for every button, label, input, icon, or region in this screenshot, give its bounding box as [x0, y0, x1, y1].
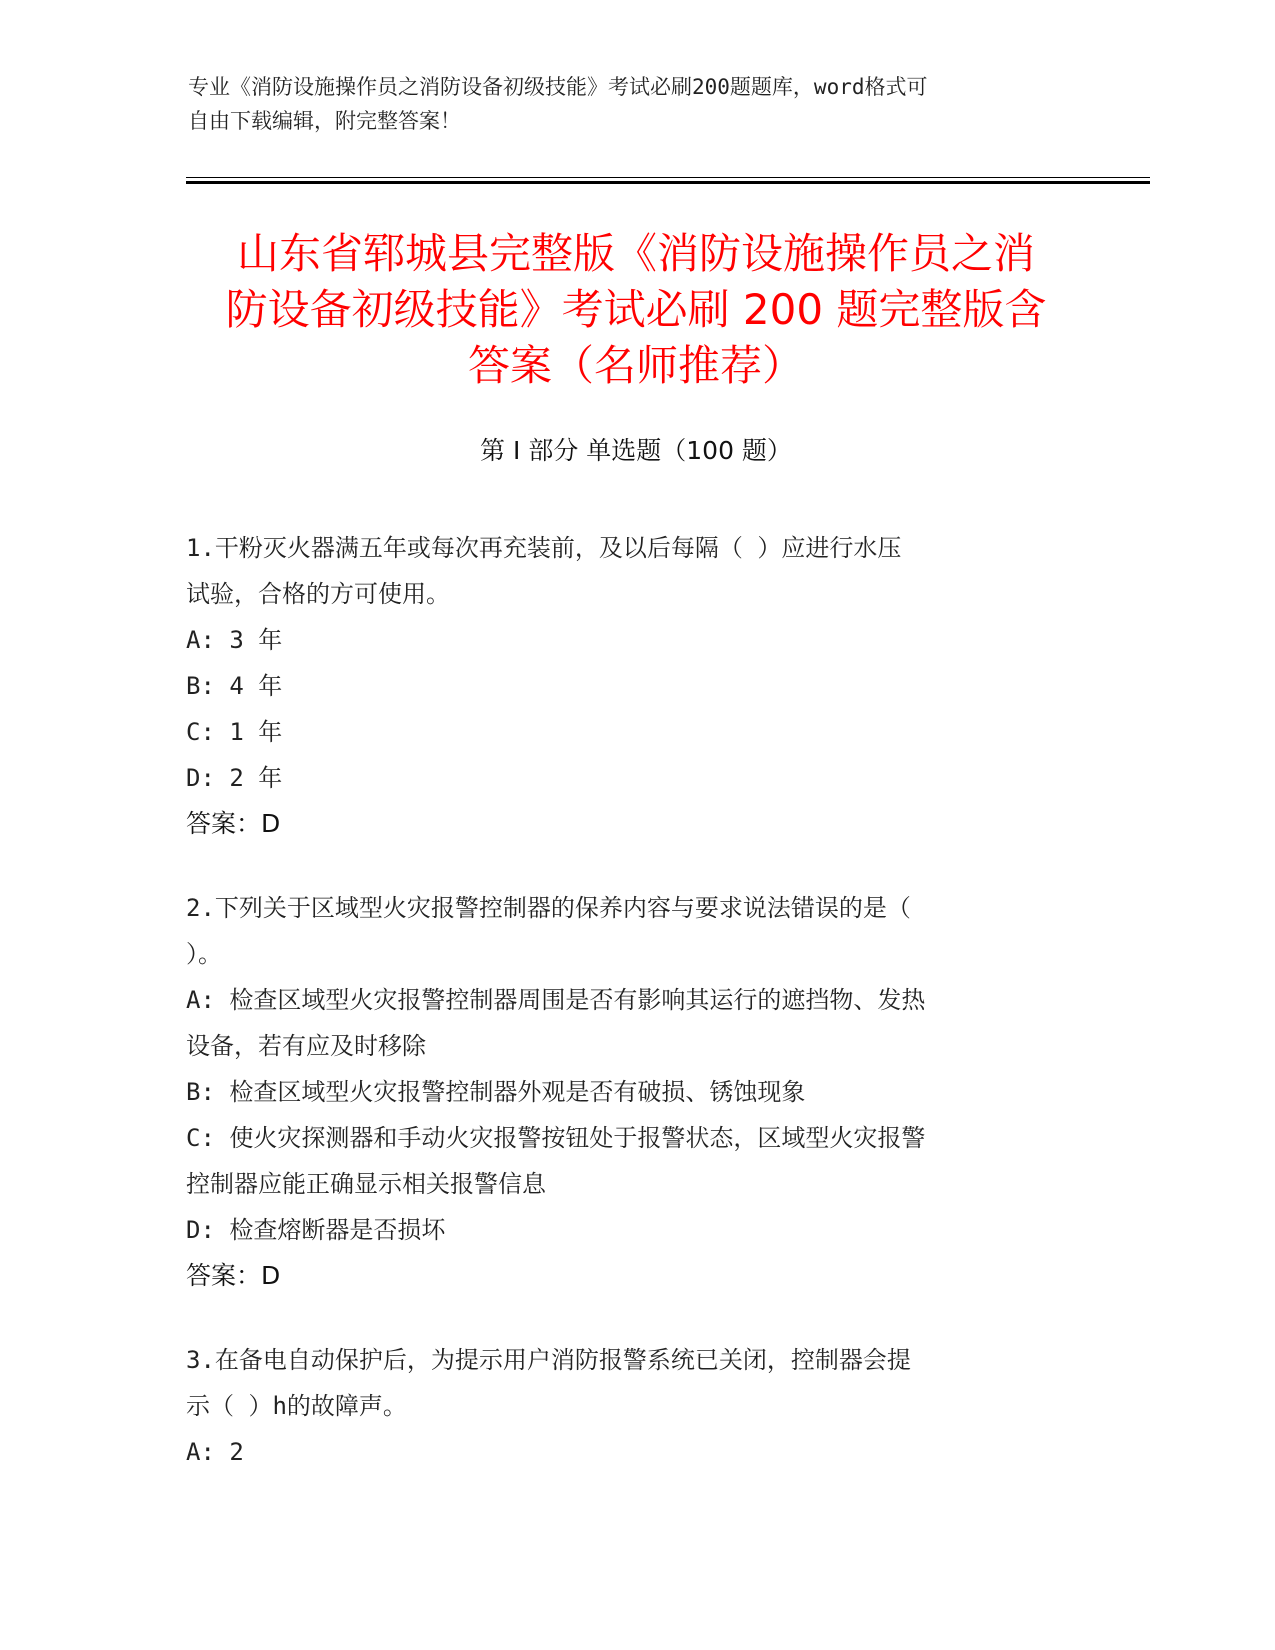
option-c: C: 使火灾探测器和手动火灾报警按钮处于报警状态，区域型火灾报警 — [186, 1124, 926, 1152]
option-a: A: 3 年 — [186, 626, 283, 654]
answer: 答案：D — [186, 809, 281, 838]
question-2 — [186, 885, 1086, 1299]
title-line-2: 防设备初级技能》考试必刷 200 题完整版含 — [225, 285, 1047, 334]
answer: 答案：D — [186, 1261, 281, 1290]
option-c: C: 1 年 — [186, 718, 283, 746]
header-note-line-2: 自由下载编辑，附完整答案！ — [188, 109, 461, 133]
question-stem: 2.下列关于区域型火灾报警控制器的保养内容与要求说法错误的是（ — [186, 894, 911, 922]
header-divider-thin — [186, 177, 1150, 178]
question-stem-continued: 示（ ）h的故障声。 — [186, 1392, 407, 1420]
document-title — [186, 226, 1086, 394]
header-note — [188, 70, 1088, 138]
option-d: D: 2 年 — [186, 764, 283, 792]
option-b: B: 4 年 — [186, 672, 283, 700]
title-line-1: 山东省郓城县完整版《消防设施操作员之消 — [236, 229, 1035, 278]
section-heading: 第 I 部分 单选题（100 题） — [480, 436, 792, 465]
question-list — [186, 525, 1086, 1513]
option-b: B: 检查区域型火灾报警控制器外观是否有破损、锈蚀现象 — [186, 1078, 806, 1106]
option-a: A: 2 — [186, 1438, 244, 1466]
title-line-3: 答案（名师推荐） — [467, 341, 804, 390]
question-stem-continued: 试验，合格的方可使用。 — [186, 580, 450, 608]
header-note-line-1: 专业《消防设施操作员之消防设备初级技能》考试必刷200题题库，word格式可 — [188, 75, 928, 99]
question-stem: 1.干粉灭火器满五年或每次再充装前，及以后每隔（ ）应进行水压 — [186, 534, 902, 562]
option-a: A: 检查区域型火灾报警控制器周围是否有影响其运行的遮挡物、发热 — [186, 986, 926, 1014]
option-a-continued: 设备，若有应及时移除 — [186, 1032, 426, 1060]
question-1 — [186, 525, 1086, 847]
question-stem: 3.在备电自动保护后，为提示用户消防报警系统已关闭，控制器会提 — [186, 1346, 911, 1374]
option-d: D: 检查熔断器是否损坏 — [186, 1216, 446, 1244]
header-divider-thick — [186, 181, 1150, 184]
option-c-continued: 控制器应能正确显示相关报警信息 — [186, 1170, 546, 1198]
question-stem-continued: ）。 — [186, 940, 222, 968]
question-3 — [186, 1337, 1086, 1475]
